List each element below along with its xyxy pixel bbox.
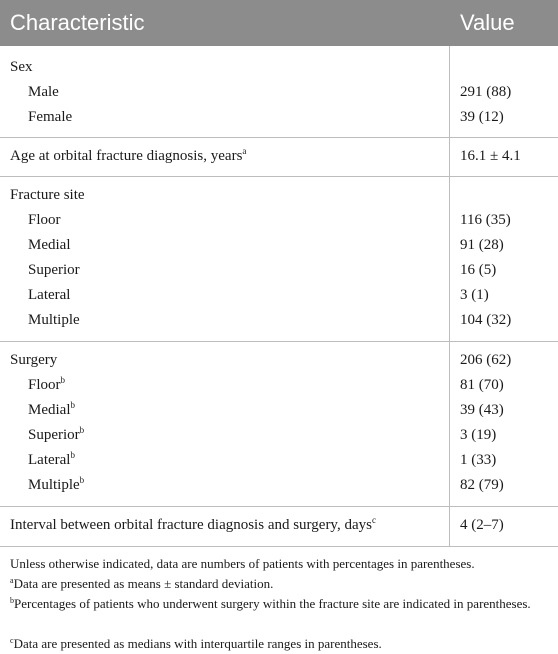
row-label: Lateral bbox=[28, 287, 71, 303]
row-label: Age at orbital fracture diagnosis, years$^a$ bbox=[10, 146, 247, 164]
footnote-general: Unless otherwise indicated, data are numbers of patients with percentages in parentheses. bbox=[10, 556, 475, 571]
row-divider bbox=[0, 176, 558, 177]
row-label: Medial bbox=[28, 237, 71, 253]
row-label: Floor bbox=[28, 212, 61, 228]
row-divider bbox=[0, 546, 558, 547]
row-label: Lateral$^b$ bbox=[28, 450, 75, 468]
row-label: Medial$^b$ bbox=[28, 400, 75, 418]
row-label: Male bbox=[28, 84, 59, 100]
row-label: Floor$^b$ bbox=[28, 375, 66, 393]
row-value: 91 (28) bbox=[460, 237, 504, 253]
column-header-characteristic: Characteristic bbox=[10, 10, 145, 35]
row-label: Superior$^b$ bbox=[28, 425, 85, 443]
row-label: Multiple bbox=[28, 312, 80, 328]
row-value: 39 (12) bbox=[460, 109, 504, 125]
row-divider bbox=[0, 341, 558, 342]
row-value: 3 (1) bbox=[460, 287, 489, 303]
row-label: Superior bbox=[28, 262, 80, 278]
row-value: 81 (70) bbox=[460, 377, 504, 393]
row-value: 82 (79) bbox=[460, 477, 504, 493]
row-label: Surgery bbox=[10, 352, 58, 368]
row-value: 1 (33) bbox=[460, 452, 497, 468]
row-value: 104 (32) bbox=[460, 312, 512, 328]
row-label: Multiple$^b$ bbox=[28, 475, 85, 493]
row-value: 116 (35) bbox=[460, 212, 511, 228]
row-value: 16.1 ± 4.1 bbox=[460, 148, 521, 164]
column-divider bbox=[449, 46, 450, 546]
row-divider bbox=[0, 506, 558, 507]
row-value: 206 (62) bbox=[460, 352, 512, 368]
row-label: Female bbox=[28, 109, 73, 125]
column-header-value: Value bbox=[460, 10, 515, 35]
row-value: 3 (19) bbox=[460, 427, 497, 443]
row-value: 291 (88) bbox=[460, 84, 512, 100]
footnote-b: $^b$Percentages of patients who underwent surgery within the fracture site are indicated in parentheses. bbox=[10, 596, 531, 611]
footnote-c: $^c$Data are presented as medians with interquartile ranges in parentheses. bbox=[10, 636, 382, 651]
row-divider bbox=[0, 137, 558, 138]
table-header bbox=[0, 0, 558, 46]
row-label: Interval between orbital fracture diagnosis and surgery, days$^c$ bbox=[10, 515, 376, 533]
footnote-a: $^a$Data are presented as means ± standard deviation. bbox=[10, 576, 274, 591]
row-value: 16 (5) bbox=[460, 262, 497, 278]
row-value: 4 (2–7) bbox=[460, 517, 504, 533]
row-label: Fracture site bbox=[10, 187, 85, 203]
row-label: Sex bbox=[10, 59, 33, 75]
row-value: 39 (43) bbox=[460, 402, 504, 418]
